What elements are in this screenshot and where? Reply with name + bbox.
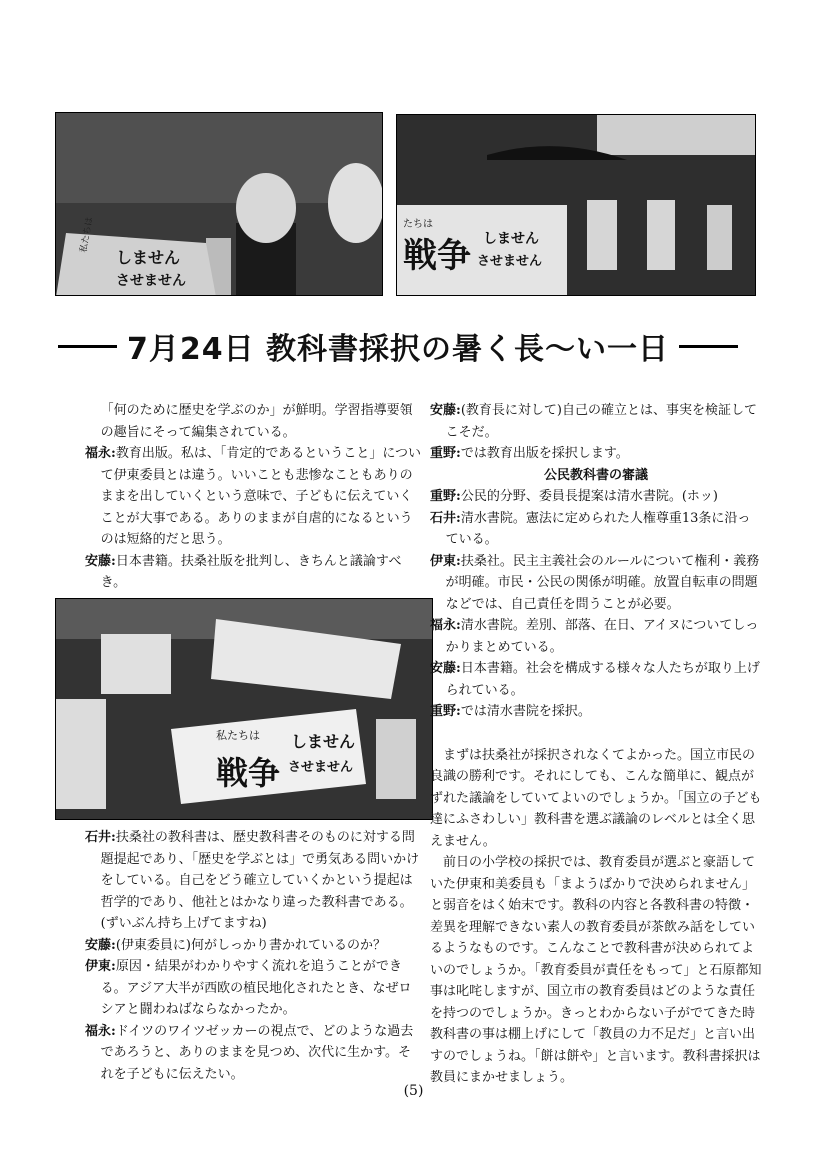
transcript-entry — [430, 551, 762, 616]
speaker-name: 安藤: — [430, 661, 461, 676]
headline — [48, 320, 748, 372]
transcript-entry — [85, 443, 423, 551]
transcript-entry — [85, 827, 423, 935]
headline-rule-right — [679, 345, 738, 348]
transcript-entry — [85, 956, 423, 1021]
entry-text: 日本書籍。社会を構成する様々な人たちが取り上げられている。 — [445, 661, 760, 698]
entry-text: 公民的分野、委員長提案は清水書院。(ホッ) — [460, 489, 718, 504]
entry-text: 「何のために歴史を学ぶのか」が鮮明。学習指導要領の趣旨にそって編集されている。 — [100, 403, 413, 440]
speaker-name: 石井: — [430, 510, 461, 526]
transcript-entry — [430, 400, 762, 443]
photo-protest-left — [55, 112, 383, 296]
spacer — [430, 723, 762, 745]
speaker-name: 福永: — [85, 446, 116, 461]
speaker-name: 重野: — [430, 446, 461, 461]
headline-text: 7月24日 教科書採択の暑く長～い一日 — [126, 332, 670, 367]
entry-text: 清水書院。憲法に定められた人権尊重13条に沿っている。 — [445, 510, 751, 547]
transcript-entry — [430, 701, 762, 723]
speaker-name: 伊東: — [430, 553, 461, 569]
photo3-sign-text4: させません — [288, 760, 354, 775]
entry-text: (伊東委員に)何がしっかり書かれているのか？ — [115, 937, 386, 953]
photo2-sign-text2: 戦争 — [403, 236, 471, 276]
page-number: (5) — [403, 1083, 424, 1099]
entry-text: 扶桑社の教科書は、歴史教科書そのものに対する問題提起であり、「歴史を学ぶとは」で勇気ある問いかけをしている。自己をどう確立していくかという提起は哲学的であり、他社とはかなり違った教科書である。(ずいぶん持ち上げてますね) — [100, 830, 420, 931]
photo-protest-right — [396, 114, 756, 296]
right-column — [430, 400, 762, 1089]
photo3-sign-text3: しません — [291, 732, 356, 751]
transcript-entry — [85, 551, 423, 594]
photo-protest-banner-image — [56, 599, 433, 820]
speaker-name: 安藤: — [85, 937, 116, 953]
entry-text: 日本書籍。扶桑社版を批判し、きちんと議論すべき。 — [100, 553, 402, 590]
speaker-name: 安藤: — [430, 403, 461, 418]
commentary-paragraph: 前日の小学校の採択では、教育委員が選ぶと豪語していた伊東和美委員も「まようばかりで決められません」と弱音をはく始末です。教科の内容と各教科書の特徴・差異を理解できない素人の教育委員が茶飲み話をしているようなものです。こんなことで教科書が決められてよいのでしょうか。「教育委員が責任をもって」と石原都知事は叱咤しますが、国立市の教育委員はどのような責任を持つのでしょうか。きっとわからない子がでてきた時教科書の事は棚上げにして「教員の力不足だ」と言い出すのでしょうね。「餅は餅や」と言います。教科書採択は教員にまかせましょう。 — [430, 855, 762, 1085]
photo2-sign-text4: させません — [477, 254, 543, 269]
entry-text: (教育長に対して)自己の確立とは、事実を検証してこそだ。 — [445, 403, 757, 440]
entry-text: 原因・結果がわかりやすく流れを追うことができる。アジア大半が西欧の植民地化されたとき、なぜロシアと闘わねばならなかったか。 — [100, 959, 412, 1017]
photo-protest-banner — [55, 598, 433, 820]
speaker-name: 石井: — [85, 830, 116, 845]
speaker-name: 伊東: — [85, 959, 116, 974]
section-heading: 公民教科書の審議 — [543, 467, 648, 483]
photo1-sign-text1: しません — [116, 248, 181, 267]
photo2-sign-text1: たちは — [403, 219, 433, 230]
photo-protest-left-image — [56, 113, 383, 296]
speaker-name: 福永: — [85, 1023, 116, 1039]
transcript-entry — [430, 443, 762, 465]
photo3-sign-text2: 戦争 — [216, 754, 281, 792]
entry-text: ドイツのワイツゼッカーの視点で、どのような過去であろうと、ありのままを見つめ、次代に生かす。それを子どもに伝えたい。 — [100, 1023, 414, 1082]
transcript-entry — [430, 658, 762, 701]
transcript-entry — [430, 486, 762, 508]
left-column-bottom — [85, 827, 423, 1085]
transcript-entry — [85, 935, 423, 957]
commentary-paragraph: まずは扶桑社が採択されなくてよかった。国立市民の良識の勝利です。それにしても、こんな簡単に、観点がずれた議論をしていてよいのでしょうか。「国立の子ども達にふさわしい」教科書を選ぶ議論のレベルとは全く思えません。 — [430, 747, 762, 849]
left-column-top — [85, 400, 423, 594]
photo-protest-right-image — [397, 115, 756, 296]
speaker-name: 福永: — [430, 618, 461, 633]
entry-text: では清水書院を採択。 — [460, 704, 591, 719]
entry-text: 扶桑社。民主主義社会のルールについて権利・義務が明確。市民・公民の関係が明確。放置自転車の問題などでは、自己責任を問うことが必要。 — [445, 553, 760, 612]
transcript-entry — [430, 615, 762, 658]
photo1-sign-text3: 私たちは — [79, 216, 96, 254]
speaker-name: 重野: — [430, 489, 461, 504]
photo2-sign-text3: しません — [483, 231, 539, 247]
speaker-name: 重野: — [430, 704, 461, 719]
headline-rule-left — [58, 345, 117, 348]
transcript-entry — [85, 400, 423, 443]
entry-text: 教育出版。私は、「肯定的であるということ」について伊東委員とは違う。いいことも悲惨なこともありのままを出していくという意味で、子どもに伝えていくことが大事である。ありのままが自虐的になるというのは短絡的だと思う。 — [100, 446, 422, 547]
speaker-name: 安藤: — [85, 553, 116, 569]
photo1-sign-text2: させません — [116, 273, 186, 289]
transcript-entry — [430, 508, 762, 551]
photo3-sign-text1: 私たちは — [216, 729, 260, 742]
entry-text: では教育出版を採択します。 — [460, 446, 629, 461]
transcript-entry — [85, 1021, 423, 1086]
entry-text: 清水書院。差別、部落、在日、アイヌについてしっかりまとめている。 — [445, 618, 759, 655]
